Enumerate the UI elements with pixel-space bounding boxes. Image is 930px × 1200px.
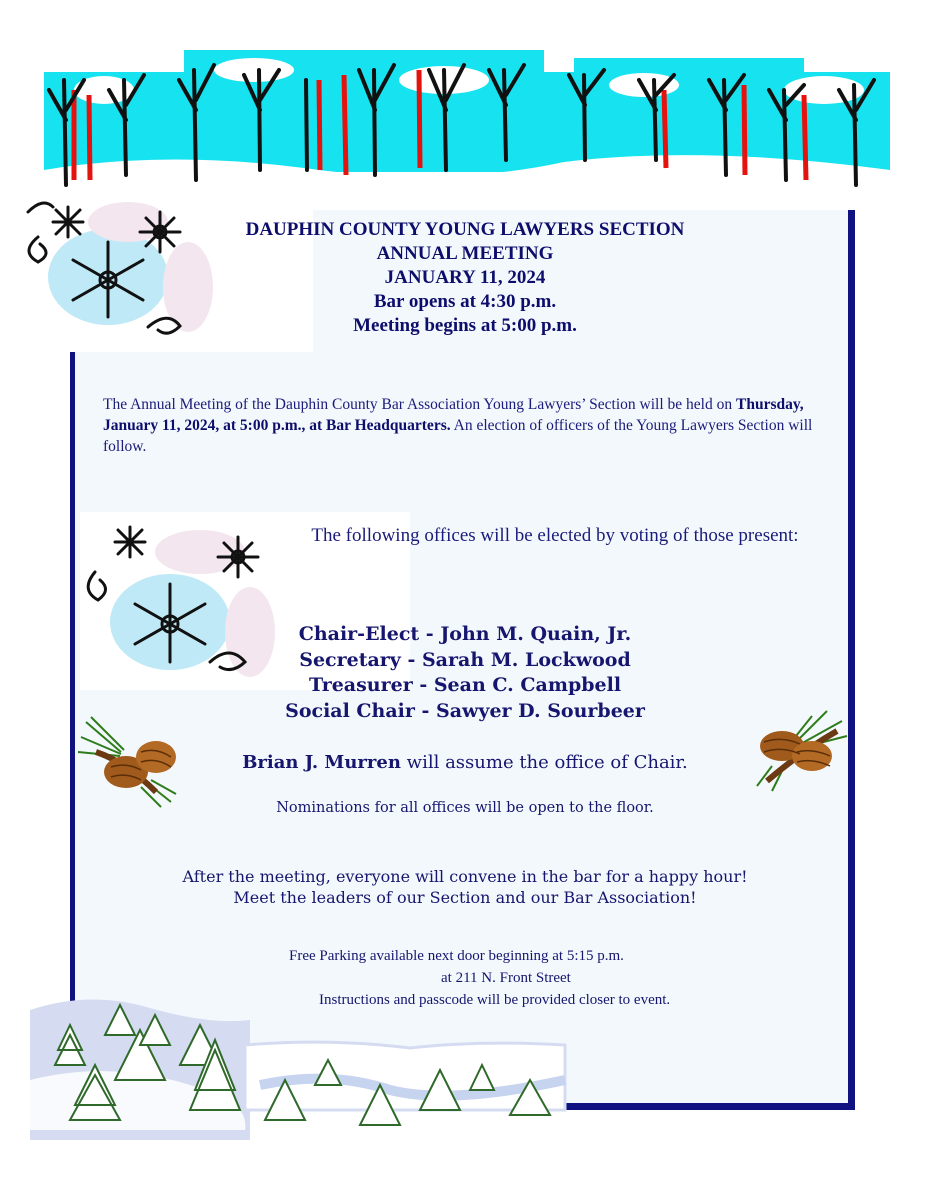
after-meeting-note bbox=[120, 866, 810, 908]
chair-statement bbox=[150, 752, 780, 773]
bar-opens-time: Bar opens at 4:30 p.m. bbox=[373, 291, 557, 312]
winter-forest-banner bbox=[44, 50, 890, 200]
offices-intro: The following offices will be elected by voting of those present: bbox=[311, 525, 799, 546]
officer-secretary: Secretary - Sarah M. Lockwood bbox=[299, 648, 631, 671]
intro-text-bold: Thursday, January 11, 2024, at 5:00 p.m., at Bar Headquarters. bbox=[103, 396, 804, 434]
meeting-begins-time: Meeting begins at 5:00 p.m. bbox=[353, 315, 577, 336]
officer-list bbox=[200, 622, 730, 724]
after-line-1: After the meeting, everyone will convene in the bar for a happy hour! bbox=[182, 867, 748, 886]
event-date: JANUARY 11, 2024 bbox=[384, 267, 546, 288]
parking-line-1: Free Parking available next door beginning at 5:15 p.m. bbox=[289, 948, 624, 964]
event-title: ANNUAL MEETING bbox=[376, 243, 554, 264]
intro-text-1: The Annual Meeting of the Dauphin County Bar Association Young Lawyers’ Section will be held on bbox=[103, 396, 736, 413]
org-title: DAUPHIN COUNTY YOUNG LAWYERS SECTION bbox=[245, 219, 685, 240]
chair-text: will assume the office of Chair. bbox=[400, 752, 688, 773]
snowy-trees-clipart bbox=[30, 990, 570, 1140]
officer-social-chair: Social Chair - Sawyer D. Sourbeer bbox=[285, 699, 645, 722]
officer-treasurer: Treasurer - Sean C. Campbell bbox=[308, 674, 622, 696]
nominations-note: Nominations for all offices will be open to the floor. bbox=[276, 800, 654, 816]
parking-line-2: at 211 N. Front Street bbox=[441, 970, 571, 986]
after-line-2: Meet the leaders of our Section and our Bar Association! bbox=[233, 888, 697, 907]
intro-paragraph bbox=[103, 394, 833, 457]
parking-line-3: Instructions and passcode will be provided closer to event. bbox=[319, 992, 671, 1008]
intro-text-2: An election of officers of the Young Lawyers Section will follow. bbox=[103, 417, 813, 455]
officer-chair-elect: Chair-Elect - John M. Quain, Jr. bbox=[298, 623, 632, 645]
header-block bbox=[180, 218, 750, 338]
chair-name: Brian J. Murren bbox=[242, 752, 401, 773]
pinecone-clipart-right bbox=[752, 706, 852, 792]
